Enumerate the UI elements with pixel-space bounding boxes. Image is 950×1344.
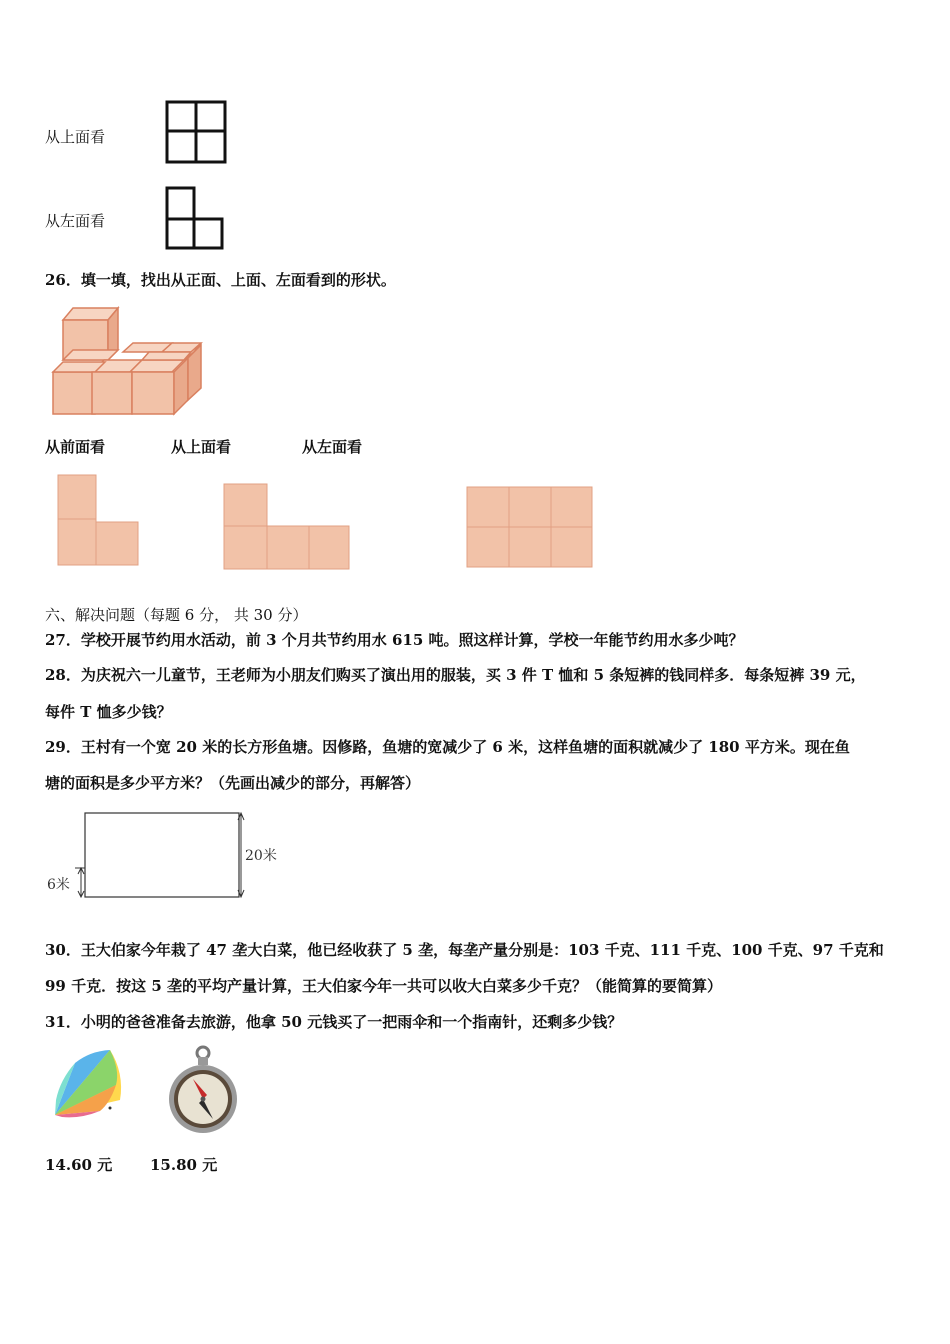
- label-front-view: 从前面看: [45, 438, 106, 456]
- top-view-grid-figure: [160, 98, 230, 168]
- left-view-block: [551, 487, 592, 527]
- umbrella-image: [50, 1045, 130, 1125]
- left-view-cell: [167, 188, 194, 219]
- top-view-block: [224, 484, 267, 526]
- left-view-block: [509, 487, 551, 527]
- cube-stack-figure: [50, 300, 210, 418]
- compass-bail: [198, 1057, 208, 1065]
- compass-pivot: [201, 1097, 206, 1102]
- question-29-line-2: 塘的面积是多少平方米？（先画出减少的部分，再解答）: [45, 774, 421, 792]
- question-30-line-2: 99 千克．按这 5 垄的平均产量计算，王大伯家今年一共可以收大白菜多少千克？（能简算的要简算）: [45, 977, 722, 995]
- top-view-cell: [167, 102, 196, 131]
- left-view-figure: [465, 485, 597, 573]
- top-view-block: [224, 526, 267, 569]
- label-view-top: 从上面看: [45, 128, 106, 146]
- label-view-left: 从左面看: [45, 212, 106, 230]
- cube-top-face: [63, 350, 118, 360]
- front-view-figure: [55, 472, 145, 572]
- left-view-l-figure: [160, 184, 230, 254]
- question-28-line-2: 每件 T 恤多少钱？: [45, 703, 172, 721]
- left-view-block: [467, 527, 509, 567]
- top-view-cell: [196, 102, 225, 131]
- label-left-view: 从左面看: [302, 438, 363, 456]
- top-view-block: [309, 526, 349, 569]
- cube-top-face: [53, 362, 105, 372]
- question-26-text: 26．填一填，找出从正面、上面、左面看到的形状。: [45, 271, 396, 289]
- question-29-line-1: 29．王村有一个宽 20 米的长方形鱼塘。因修路，鱼塘的宽减少了 6 米，这样鱼塘的面积就减少了 180 平方米。现在鱼: [45, 738, 850, 756]
- umbrella-handle: [109, 1107, 112, 1110]
- front-view-cell: [58, 519, 96, 565]
- price-umbrella: 14.60 元: [45, 1156, 113, 1174]
- left-view-cell: [167, 219, 194, 248]
- front-view-cell: [58, 475, 96, 519]
- fish-pond-diagram: [45, 808, 275, 908]
- section-6-heading: 六、解决问题（每题 6 分， 共 30 分）: [45, 606, 308, 624]
- top-view-cell: [196, 131, 225, 162]
- top-view-block: [267, 526, 309, 569]
- question-30-line-1: 30．王大伯家今年栽了 47 垄大白菜，他已经收获了 5 垄，每垄产量分别是：103 千克、111 千克、100 千克、97 千克和: [45, 941, 884, 959]
- front-view-cell: [96, 522, 138, 565]
- cube-top-face: [142, 352, 191, 360]
- pond-rectangle: [85, 813, 239, 897]
- left-view-block: [509, 527, 551, 567]
- cube-front-face: [132, 372, 174, 414]
- label-width-6: 6米: [47, 877, 70, 893]
- left-view-block: [467, 487, 509, 527]
- compass-image: [165, 1043, 245, 1138]
- cube-front-face: [92, 372, 132, 414]
- left-view-cell: [194, 219, 222, 248]
- label-top-view: 从上面看: [171, 438, 232, 456]
- left-view-block: [551, 527, 592, 567]
- label-width-20: 20米: [245, 848, 277, 864]
- top-view-figure: [222, 482, 354, 574]
- top-view-cell: [167, 131, 196, 162]
- question-28-line-1: 28．为庆祝六一儿童节，王老师为小朋友们购买了演出用的服装，买 3 件 T 恤和 5 条短裤的钱同样多．每条短裤 39 元，: [45, 666, 866, 684]
- question-31-text: 31．小明的爸爸准备去旅游，他拿 50 元钱买了一把雨伞和一个指南针，还剩多少钱？: [45, 1013, 623, 1031]
- cube-front-face: [53, 372, 95, 414]
- price-compass: 15.80 元: [150, 1156, 218, 1174]
- question-27-text: 27．学校开展节约用水活动，前 3 个月共节约用水 615 吨。照这样计算，学校一年能节约用水多少吨？: [45, 631, 744, 649]
